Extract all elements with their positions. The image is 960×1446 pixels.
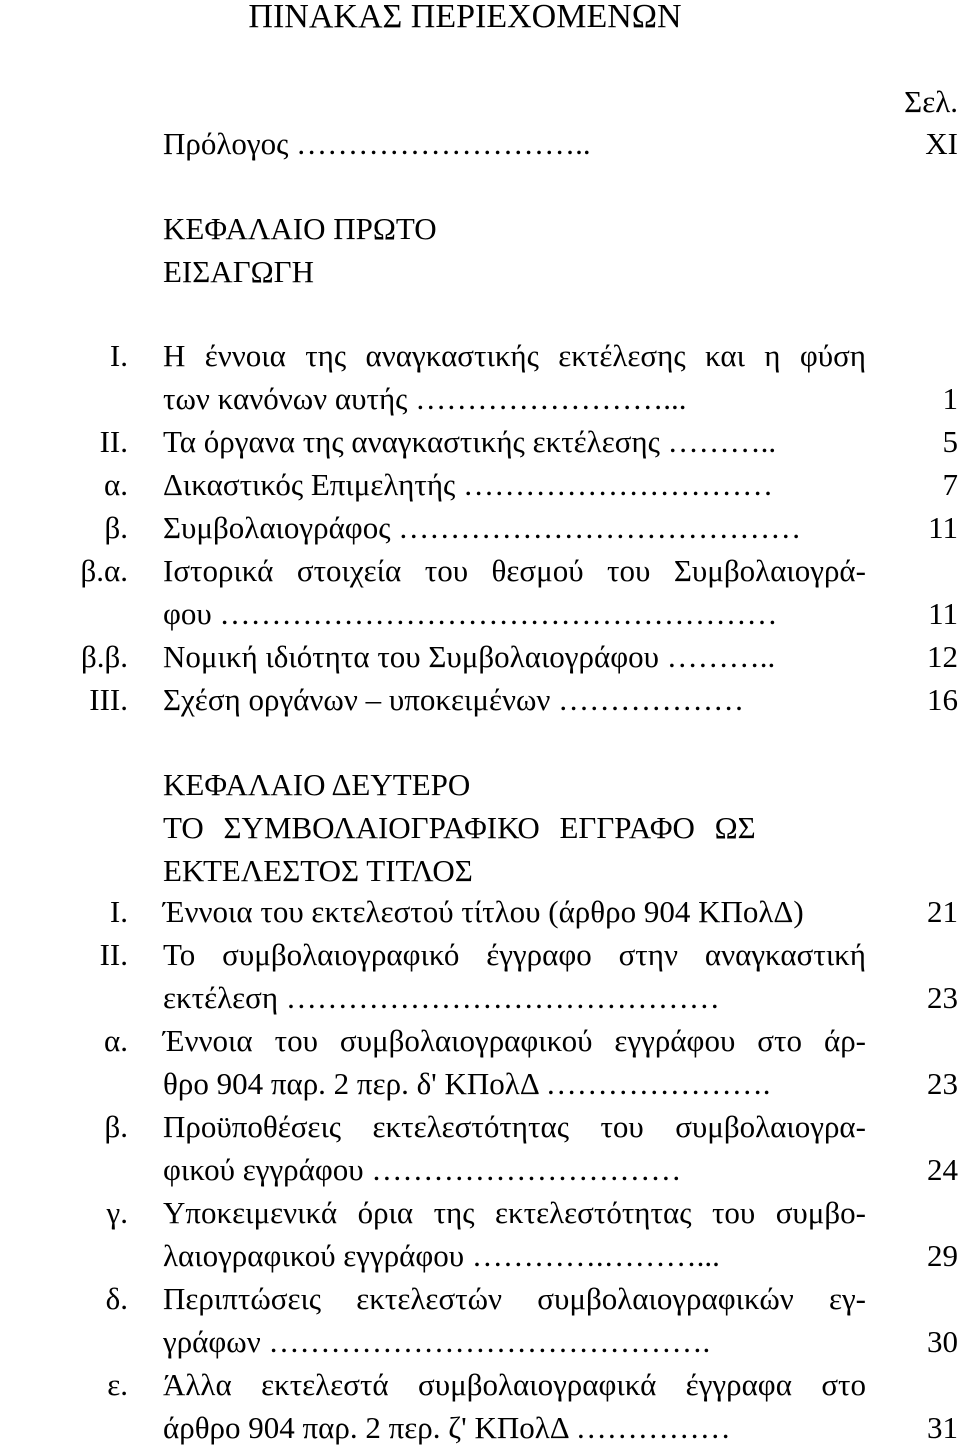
toc-entry-text: Νομική ιδιότητα του Συμβολαιογράφου ……….. — [163, 639, 776, 674]
toc-entry-label: γ. — [106, 1195, 128, 1230]
toc-page-number: 5 — [942, 424, 958, 459]
toc-page-number: 23 — [927, 1066, 958, 1101]
toc-page-number: 11 — [928, 596, 958, 631]
toc-page-number: 23 — [927, 980, 958, 1015]
toc-entry-text: Συμβολαιογράφος ………………………………… — [163, 510, 802, 545]
page-column-header: Σελ. — [904, 84, 958, 119]
toc-entry-label: II. — [99, 937, 128, 972]
toc-page-number: 1 — [942, 381, 958, 416]
toc-entry-text: Άλλα εκτελεστά συμβολαιογραφικά έγγραφα στο — [163, 1367, 866, 1402]
toc-entry-text: Σχέση οργάνων – υποκειμένων ……………… — [163, 682, 745, 717]
toc-page-number: 30 — [927, 1324, 958, 1359]
toc-page-number: 29 — [927, 1238, 958, 1273]
toc-entry-label: β.β. — [80, 639, 128, 674]
toc-entry-label: III. — [89, 682, 128, 717]
toc-entry-label: I. — [109, 338, 128, 373]
toc-entry-text: φικού εγγράφου ………………………… — [163, 1152, 682, 1187]
toc-entry-text: των κανόνων αυτής ……………………... — [163, 381, 687, 416]
toc-entry-text: Υποκειμενικά όρια της εκτελεστότητας του συμβο- — [163, 1195, 866, 1230]
toc-entry-text: εκτέλεση …………………………………… — [163, 980, 720, 1015]
toc-entry-text: Ιστορικά στοιχεία του θεσμού του Συμβολαιογρά- — [163, 553, 866, 588]
chapter1-heading: ΚΕΦΑΛΑΙΟ ΠΡΩΤΟ — [163, 211, 437, 246]
toc-entry-text: άρθρο 904 παρ. 2 περ. ζ' ΚΠολΔ …………… — [163, 1410, 731, 1445]
toc-entry-label: β.α. — [80, 553, 128, 588]
toc-page-number: 12 — [927, 639, 958, 674]
toc-entry-text: Έννοια του συμβολαιογραφικού εγγράφου στο άρ- — [163, 1023, 866, 1058]
toc-page-prologue: XI — [925, 126, 958, 161]
toc-entry-text: Περιπτώσεις εκτελεστών συμβολαιογραφικών εγ- — [163, 1281, 866, 1316]
toc-entry-text: γράφων ……………………………………. — [163, 1324, 711, 1359]
toc-entry-label: α. — [104, 1023, 128, 1058]
toc-page-number: 31 — [927, 1410, 958, 1445]
toc-entry-text: φου ……………………………………………… — [163, 596, 778, 631]
toc-page-number: 7 — [942, 467, 958, 502]
toc-entry-label: β. — [104, 510, 128, 545]
toc-page-number: 16 — [927, 682, 958, 717]
toc-entry-text: Η έννοια της αναγκαστικής εκτέλεσης και η φύση — [163, 338, 866, 373]
toc-entry-label: I. — [109, 894, 128, 929]
toc-entry-text: Προϋποθέσεις εκτελεστότητας του συμβολαιογρα- — [163, 1109, 866, 1144]
toc-page-number: 11 — [928, 510, 958, 545]
toc-entry-label: β. — [104, 1109, 128, 1144]
toc-entry-prologue: Πρόλογος ……………………….. — [163, 126, 591, 161]
chapter2-subheading: ΤΟ ΣΥΜΒΟΛΑΙΟΓΡΑΦΙΚΟ ΕΓΓΡΑΦΟ ΩΣ — [163, 810, 756, 845]
toc-entry-label: δ. — [105, 1281, 128, 1316]
toc-page-number: 24 — [927, 1152, 958, 1187]
toc-entry-text: Έννοια του εκτελεστού τίτλου (άρθρο 904 ΚΠολΔ) — [163, 894, 804, 929]
toc-page-number: 21 — [927, 894, 958, 929]
toc-entry-text: Τα όργανα της αναγκαστικής εκτέλεσης ……….. — [163, 424, 777, 459]
chapter2-subheading-2: ΕΚΤΕΛΕΣΤΟΣ ΤΙΤΛΟΣ — [163, 853, 473, 888]
chapter1-subheading: ΕΙΣΑΓΩΓΗ — [163, 254, 314, 289]
toc-entry-text: λαιογραφικού εγγράφου ………….………... — [163, 1238, 720, 1273]
toc-entry-text: Δικαστικός Επιμελητής ………………………… — [163, 467, 774, 502]
toc-entry-label: α. — [104, 467, 128, 502]
toc-entry-label: ε. — [107, 1367, 128, 1402]
chapter2-heading: ΚΕΦΑΛΑΙΟ ΔΕΥΤΕΡΟ — [163, 767, 471, 802]
toc-entry-text: Το συμβολαιογραφικό έγγραφο στην αναγκαστική — [163, 937, 866, 972]
toc-entry-text: θρο 904 παρ. 2 περ. δ' ΚΠολΔ …………………. — [163, 1066, 771, 1101]
toc-entry-label: II. — [99, 424, 128, 459]
page-title: ΠΙΝΑΚΑΣ ΠΕΡΙΕΧΟΜΕΝΩΝ — [248, 0, 682, 35]
